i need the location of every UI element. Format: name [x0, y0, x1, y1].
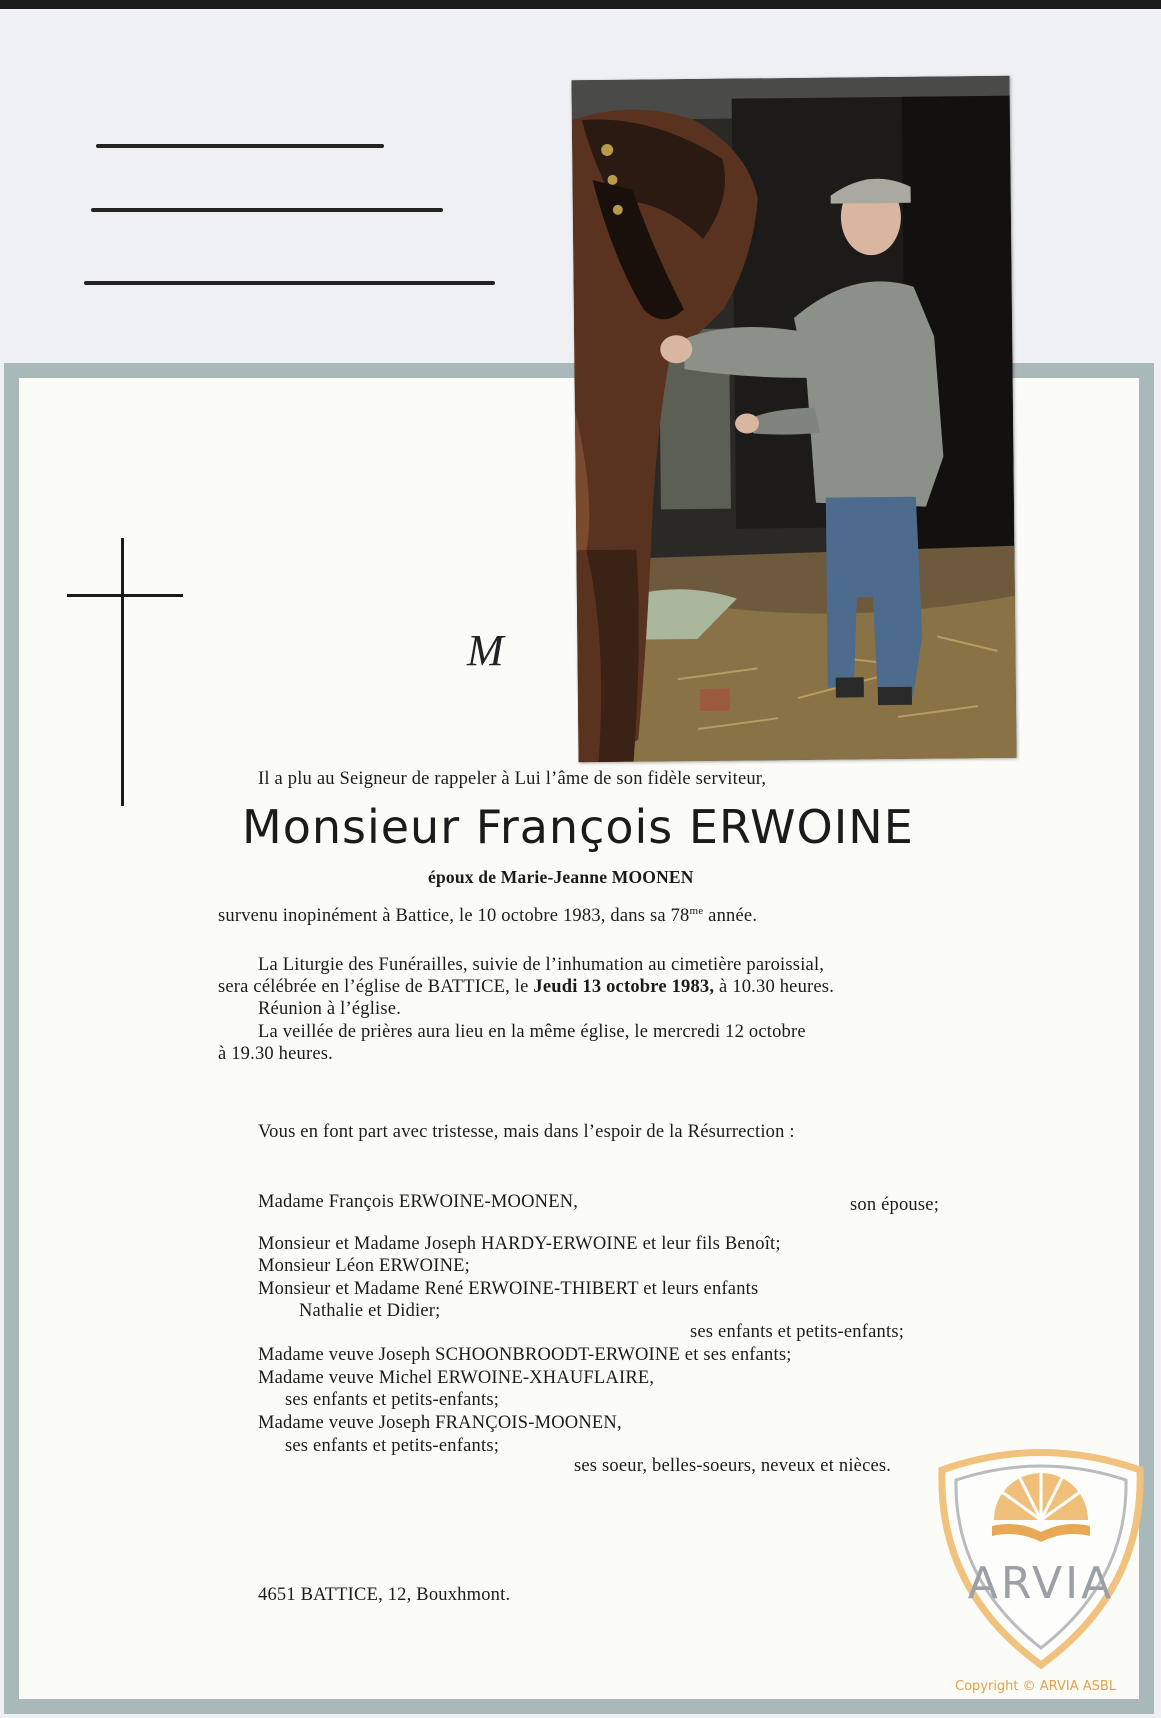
liturgy-line-3: Réunion à l’église.: [258, 999, 402, 1019]
liturgy-line-2: [218, 977, 834, 998]
spouse-text: époux de Marie-Jeanne MOONEN: [428, 867, 694, 887]
arvia-logo-text: ARVIA: [967, 1558, 1115, 1609]
family-line-3: Monsieur Léon ERWOINE;: [258, 1256, 470, 1276]
photo-illustration: [571, 76, 1016, 763]
family-line-5: Nathalie et Didier;: [299, 1301, 441, 1321]
portrait-photo: [571, 76, 1016, 763]
death-notice-b: année.: [703, 906, 758, 927]
copyright-text: Copyright © ARVIA ASBL: [955, 1679, 1117, 1694]
address-text: 4651 BATTICE, 12, Bouxhmont.: [258, 1585, 511, 1605]
liturgy-line-2c: à 10.30 heures.: [714, 977, 835, 997]
family-line-8: ses enfants et petits-enfants;: [285, 1390, 500, 1410]
initial-letter: M: [467, 626, 504, 675]
top-border: [0, 0, 1161, 9]
death-notice-a: survenu inopinément à Battice, le 10 octobre 1983, dans sa 78: [218, 906, 690, 927]
vigil-line-2: à 19.30 heures.: [218, 1044, 333, 1064]
liturgy-line-1: La Liturgie des Funérailles, suivie de l’inhumation au cimetière paroissial,: [258, 955, 825, 975]
family-line-9: Madame veuve Joseph FRANÇOIS-MOONEN,: [258, 1413, 622, 1433]
family-role-10: ses soeur, belles-soeurs, neveux et nièces.: [574, 1456, 892, 1476]
arvia-logo: [932, 1440, 1150, 1672]
family-role-5: ses enfants et petits-enfants;: [690, 1322, 905, 1342]
blank-line-2: [91, 208, 443, 212]
blank-line-3: [84, 281, 495, 285]
deceased-name: Monsieur François ERWOINE: [242, 800, 914, 854]
family-line-2: Monsieur et Madame Joseph HARDY-ERWOINE et leur fils Benoît;: [258, 1234, 781, 1254]
family-line-7: Madame veuve Michel ERWOINE-XHAUFLAIRE,: [258, 1368, 655, 1388]
family-line-1: Madame François ERWOINE-MOONEN,: [258, 1192, 579, 1212]
family-line-4: Monsieur et Madame René ERWOINE-THIBERT et leurs enfants: [258, 1279, 759, 1299]
family-line-6: Madame veuve Joseph SCHOONBROODT-ERWOINE et ses enfants;: [258, 1345, 792, 1365]
blank-line-1: [96, 144, 384, 148]
death-notice: [218, 905, 757, 927]
family-line-10: ses enfants et petits-enfants;: [285, 1436, 500, 1456]
liturgy-line-2a: sera célébrée en l’église de BATTICE, le: [218, 977, 534, 997]
family-role-1: son épouse;: [850, 1195, 940, 1215]
death-notice-sup: me: [689, 905, 704, 917]
liturgy-date: Jeudi 13 octobre 1983,: [533, 977, 715, 997]
intro-text: Il a plu au Seigneur de rappeler à Lui l’âme de son fidèle serviteur,: [258, 769, 767, 789]
announce-text: Vous en font part avec tristesse, mais dans l’espoir de la Résurrection :: [258, 1122, 795, 1142]
vigil-line-1: La veillée de prières aura lieu en la même église, le mercredi 12 octobre: [258, 1022, 806, 1042]
arvia-shield-icon: [932, 1440, 1150, 1672]
